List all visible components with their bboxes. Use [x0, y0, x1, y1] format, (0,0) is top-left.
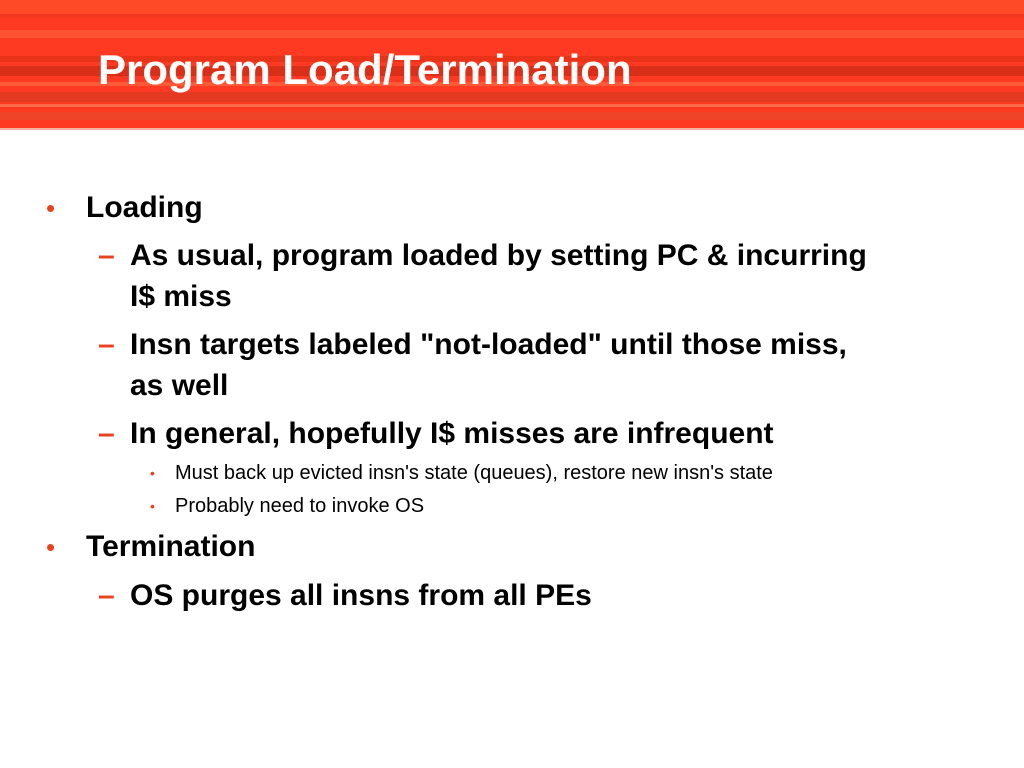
banner-stripe: [0, 112, 1024, 120]
dash-icon: –: [98, 239, 115, 272]
sub-bullet-line: OS purges all insns from all PEs: [130, 579, 592, 612]
banner-stripe: [0, 104, 1024, 107]
title-banner: [0, 0, 1024, 128]
sub-sub-bullet: Must back up evicted insn's state (queues), restore new insn's state: [175, 462, 773, 484]
banner-stripe: [0, 30, 1024, 38]
slide-title: Program Load/Termination: [98, 46, 632, 93]
bullet-icon: •: [150, 498, 155, 514]
bullet-termination: Termination: [86, 530, 256, 563]
sub-bullet-line: I$ miss: [130, 280, 232, 313]
banner-divider: [0, 128, 1024, 130]
bullet-icon: •: [46, 193, 56, 223]
dash-icon: –: [98, 417, 115, 450]
dash-icon: –: [98, 328, 115, 361]
banner-stripe: [0, 14, 1024, 18]
banner-stripe: [0, 0, 1024, 14]
sub-bullet-line: In general, hopefully I$ misses are infrequent: [130, 417, 774, 450]
sub-bullet-line: Insn targets labeled "not-loaded" until those miss,: [130, 328, 847, 361]
bullet-loading: Loading: [86, 191, 203, 224]
bullet-icon: •: [46, 532, 56, 562]
bullet-icon: •: [150, 465, 155, 481]
sub-bullet-line: as well: [130, 369, 229, 402]
sub-sub-bullet: Probably need to invoke OS: [175, 495, 425, 517]
sub-bullet-line: As usual, program loaded by setting PC & incurring: [130, 239, 867, 272]
dash-icon: –: [98, 579, 115, 612]
